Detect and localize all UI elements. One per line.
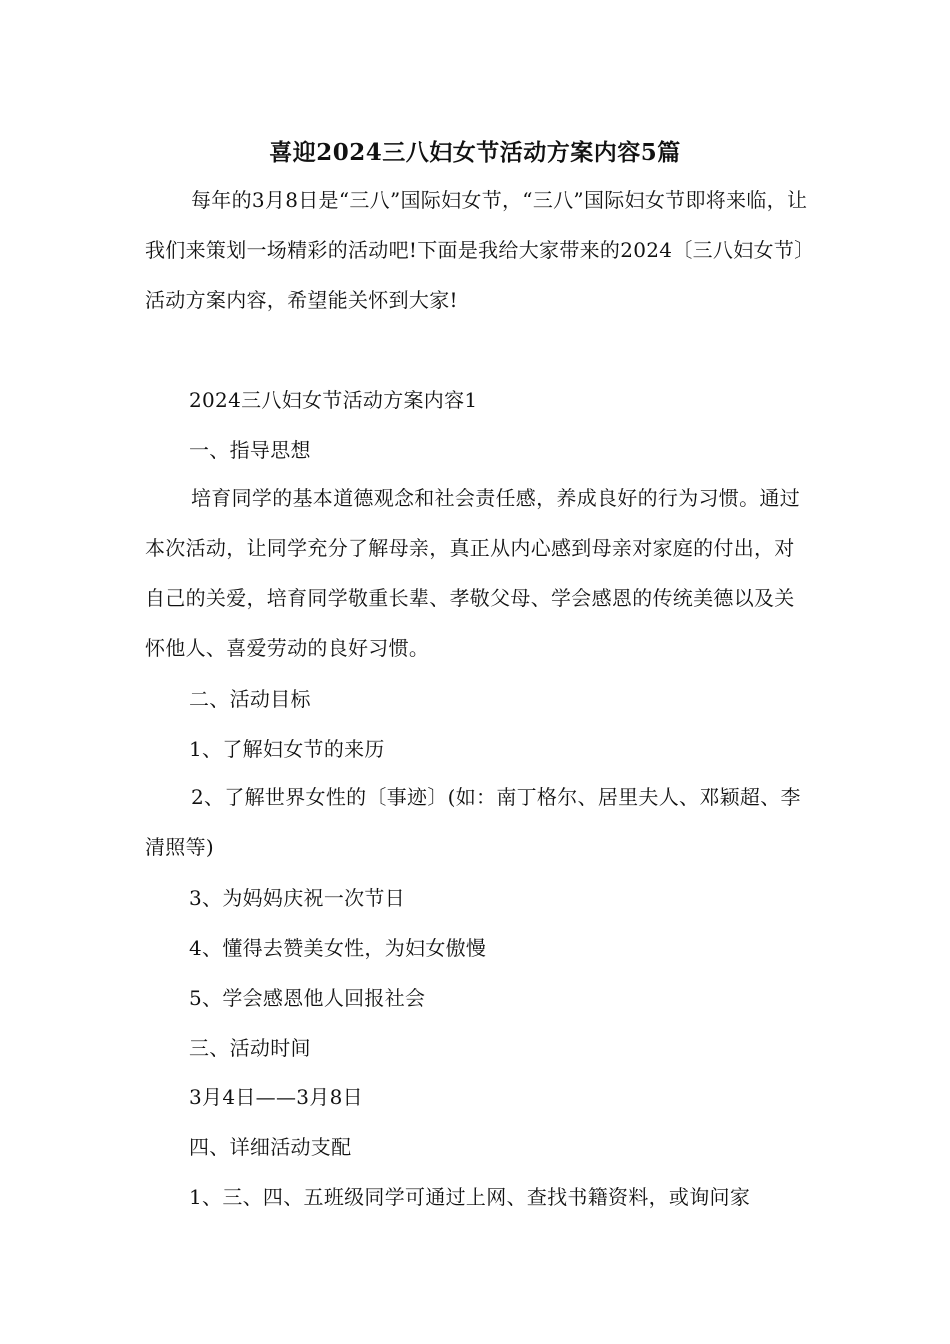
goal-item-5: 5、学会感恩他人回报社会	[189, 986, 426, 1010]
document-title: 喜迎2024三八妇女节活动方案内容5篇	[269, 139, 681, 166]
heading-time: 三、活动时间	[189, 1036, 311, 1060]
intro-paragraph	[145, 175, 810, 325]
intro-text: 每年的3月8日是“三八”国际妇女节，“三八”国际妇女节即将来临，让我们来策划一场精彩的活动吧!下面是我给大家带来的2024〔三八妇女节〕活动方案内容，希望能关怀到大家!	[145, 188, 808, 312]
goal-item-4: 4、懂得去赞美女性，为妇女傲慢	[189, 936, 487, 960]
section-heading: 2024三八妇女节活动方案内容1	[189, 388, 478, 412]
guiding-paragraph	[145, 473, 810, 673]
guiding-text: 培育同学的基本道德观念和社会责任感，养成良好的行为习惯。通过本次活动，让同学充分了解母亲，真正从内心感到母亲对家庭的付出，对自己的关爱，培育同学敬重长辈、孝敬父母、学会感恩的传统美德以及关怀他人、喜爱劳动的良好习惯。	[145, 486, 800, 660]
goal-item-3: 3、为妈妈庆祝一次节日	[189, 886, 406, 910]
heading-goals: 二、活动目标	[189, 687, 311, 711]
goal-item-2: 2、了解世界女性的〔事迹〕(如：南丁格尔、居里夫人、邓颖超、李清照等)	[145, 785, 801, 859]
goal-item-1: 1、了解妇女节的来历	[189, 737, 385, 761]
heading-arrangement: 四、详细活动支配	[189, 1135, 352, 1159]
goal-item-2-block	[145, 772, 810, 872]
arrangement-item-1: 1、三、四、五班级同学可通过上网、查找书籍资料，或询问家	[189, 1185, 751, 1209]
heading-guiding-idea: 一、指导思想	[189, 438, 311, 462]
activity-time: 3月4日——3月8日	[189, 1085, 363, 1109]
